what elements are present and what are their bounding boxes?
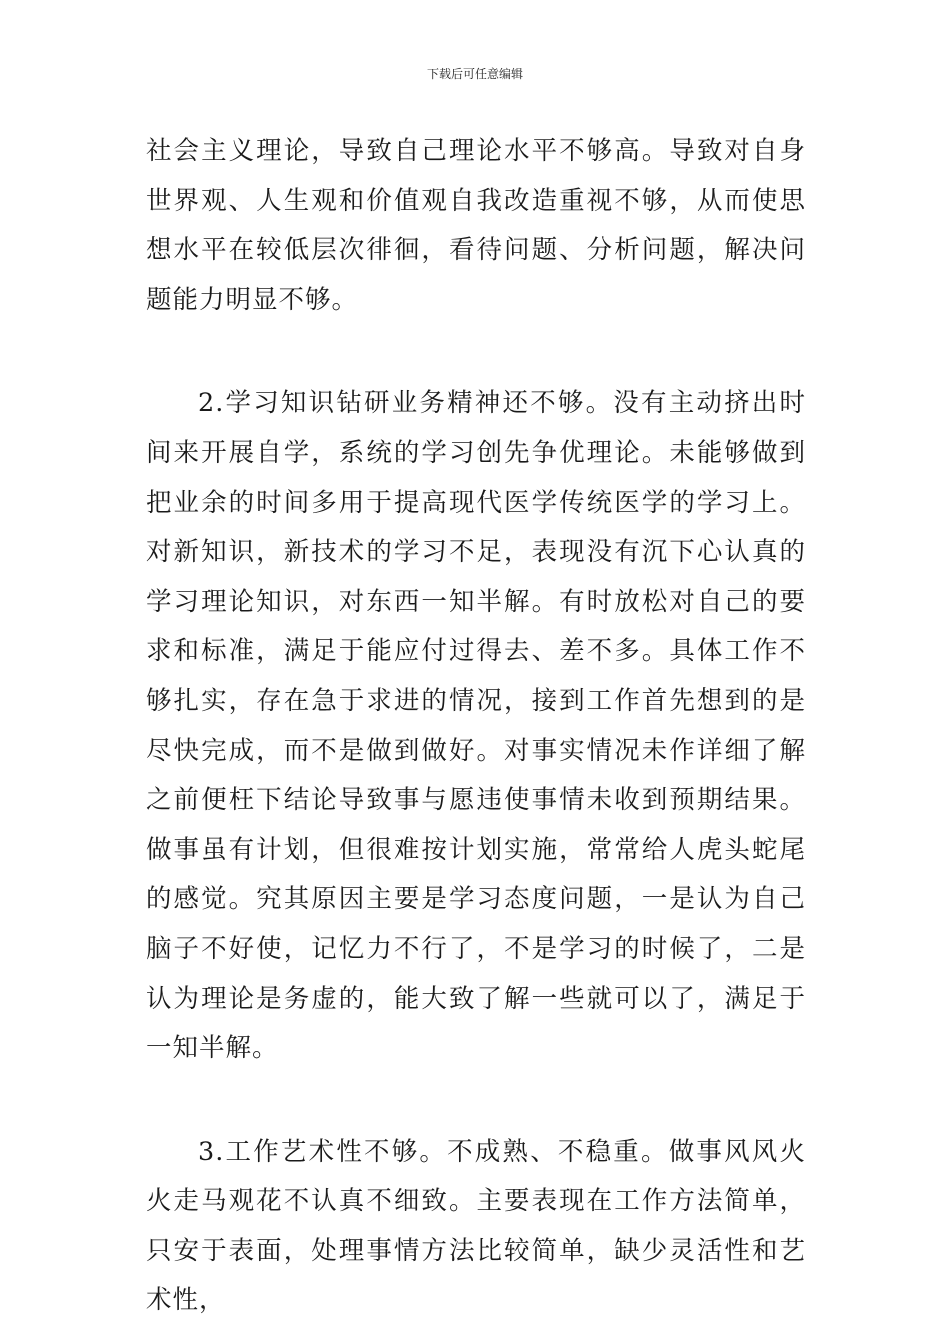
paragraph-gap [146, 1074, 806, 1128]
paragraph-item-3: 3.工作艺术性不够。不成熟、不稳重。做事风风火火走马观花不认真不细致。主要表现在工作方法简单，只安于表面，处理事情方法比较简单，缺少灵活性和艺术性， [146, 1136, 806, 1316]
paragraph-continuation: 社会主义理论，导致自己理论水平不够高。导致对自身世界观、人生观和价值观自我改造重视不够，从而使思想水平在较低层次徘徊，看待问题、分析问题，解决问题能力明显不够。 [146, 136, 806, 315]
page-header-note: 下载后可任意编辑 [426, 67, 523, 81]
paragraph-gap [146, 325, 806, 379]
paragraph-item-2: 2.学习知识钻研业务精神还不够。没有主动挤出时间来开展自学，系统的学习创先争优理论。未能够做到把业余的时间多用于提高现代医学传统医学的学习上。对新知识，新技术的学习不足，表现没有沉下心认真的学习理论知识，对东西一知半解。有时放松对自己的要求和标准，满足于能应付过得去、差不多。具体工作不够扎实，存在急于求进的情况，接到工作首先想到的是尽快完成，而不是做到做好。对事实情况未作详细了解之前便枉下结论导致事与愿违使事情未收到预期结果。做事虽有计划，但很难按计划实施，常常给人虎头蛇尾的感觉。究其原因主要是学习态度问题，一是认为自己脑子不好使，记忆力不行了，不是学习的时候了，二是认为理论是务虚的，能大致了解一些就可以了，满足于一知半解。 [146, 388, 806, 1064]
document-body [146, 127, 806, 1326]
